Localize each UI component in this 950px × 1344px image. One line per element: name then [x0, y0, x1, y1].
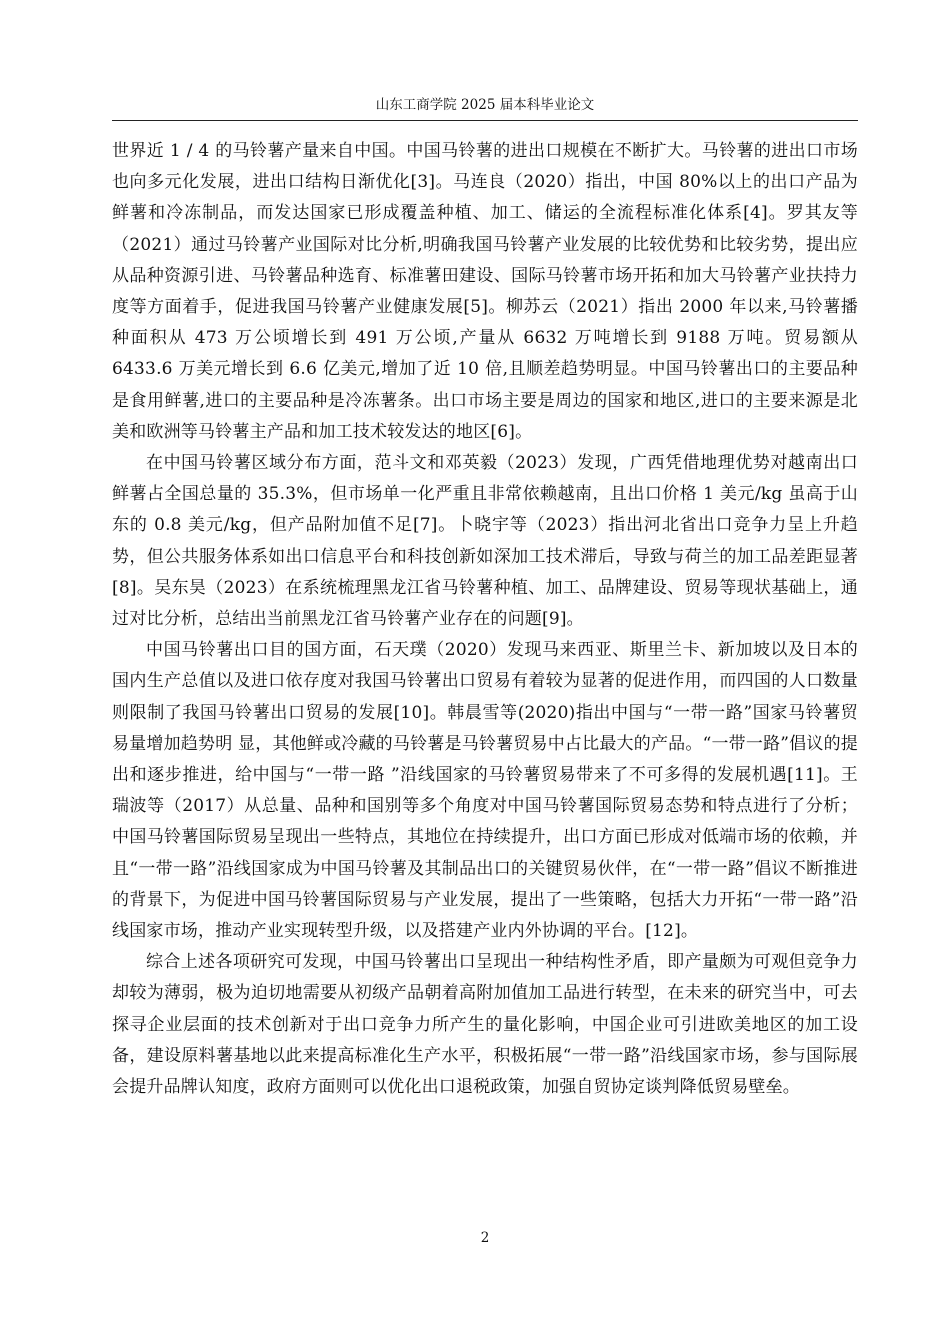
paragraph-1: 世界近 1 / 4 的马铃薯产量来自中国。中国马铃薯的进出口规模在不断扩大。马铃薯的进出口市场也向多元化发展，进出口结构日渐优化[3]。马连良（2020）指出，中国 80%以上的出口产品为鲜薯和冷冻制品，而发达国家已形成覆盖种植、加工、储运的全流程标准化体系[4]。罗其友等（2021）通过马铃薯产业国际对比分析,明确我国马铃薯产业发展的比较优势和比较劣势，提出应从品种资源引进、马铃薯品种选育、标准薯田建设、国际马铃薯市场开拓和加大马铃薯产业扶持力度等方面着手，促进我国马铃薯产业健康发展[5]。柳苏云（2021）指出 2000 年以来,马铃薯播种面积从 473 万公顷增长到 491 万公顷,产量从 6632 万吨增长到 9188 万吨。贸易额从 6433.6 万美元增长到 6.6 亿美元,增加了近 10 倍,且顺差趋势明显。中国马铃薯出口的主要品种是食用鲜薯,进口的主要品种是冷冻薯条。出口市场主要是周边的国家和地区,进口的主要来源是北美和欧洲等马铃薯主产品和加工技术较发达的地区[6]。 — [112, 141, 858, 442]
paragraph-3: 中国马铃薯出口目的国方面，石天璞（2020）发现马来西亚、斯里兰卡、新加坡以及日本的国内生产总值以及进口依存度对我国马铃薯出口贸易有着较为显著的促进作用，而四国的人口数量则限制了我国马铃薯出口贸易的发展[10]。韩晨雪等(2020)指出中国与“一带一路”国家马铃薯贸易量增加趋势明 显，其他鲜或冷藏的马铃薯是马铃薯贸易中占比最大的产品。“一带一路”倡议的提出和逐步推进，给中国与“一带一路 ”沿线国家的马铃薯贸易带来了不可多得的发展机遇[11]。王瑞波等（2017）从总量、品种和国别等多个角度对中国马铃薯国际贸易态势和特点进行了分析；中国马铃薯国际贸易呈现出一些特点，其地位在持续提升，出口方面已形成对低端市场的依赖，并且“一带一路”沿线国家成为中国马铃薯及其制品出口的关键贸易伙伴，在“一带一路”倡议不断推进的背景下，为促进中国马铃薯国际贸易与产业发展，提出了一些策略，包括大力开拓“一带一路”沿线国家市场，推动产业实现转型升级，以及搭建产业内外协调的平台。[12]。 — [112, 640, 858, 942]
running-header — [112, 96, 858, 121]
paragraph-2: 在中国马铃薯区域分布方面，范斗文和邓英毅（2023）发现，广西凭借地理优势对越南出口鲜薯占全国总量的 35.3%，但市场单一化严重且非常依赖越南，且出口价格 1 美元/kg 虽高于山东的 0.8 美元/kg，但产品附加值不足[7]。卜晓宇等（2023）指出河北省出口竞争力呈上升趋势，但公共服务体系如出口信息平台和科技创新如深加工技术滞后，导致与荷兰的加工品差距显著[8]。吴东昊（2023）在系统梳理黑龙江省马铃薯种植、加工、品牌建设、贸易等现状基础上，通过对比分析，总结出当前黑龙江省马铃薯产业存在的问题[9]。 — [112, 453, 858, 630]
paragraph-4: 综合上述各项研究可发现，中国马铃薯出口呈现出一种结构性矛盾，即产量颇为可观但竞争力却较为薄弱，极为迫切地需要从初级产品朝着高附加值加工品进行转型，在未来的研究当中，可去探寻企业层面的技术创新对于出口竞争力所产生的量化影响，中国企业可引进欧美地区的加工设备，建设原料薯基地以此来提高标准化生产水平，积极拓展“一带一路”沿线国家市场，参与国际展会提升品牌认知度，政府方面则可以优化出口退税政策，加强自贸协定谈判降低贸易壁垒。 — [112, 952, 858, 1098]
header-title: 山东工商学院 2025 届本科毕业论文 — [375, 97, 595, 113]
body-text — [112, 136, 858, 1103]
page-number: 2 — [480, 1230, 490, 1246]
